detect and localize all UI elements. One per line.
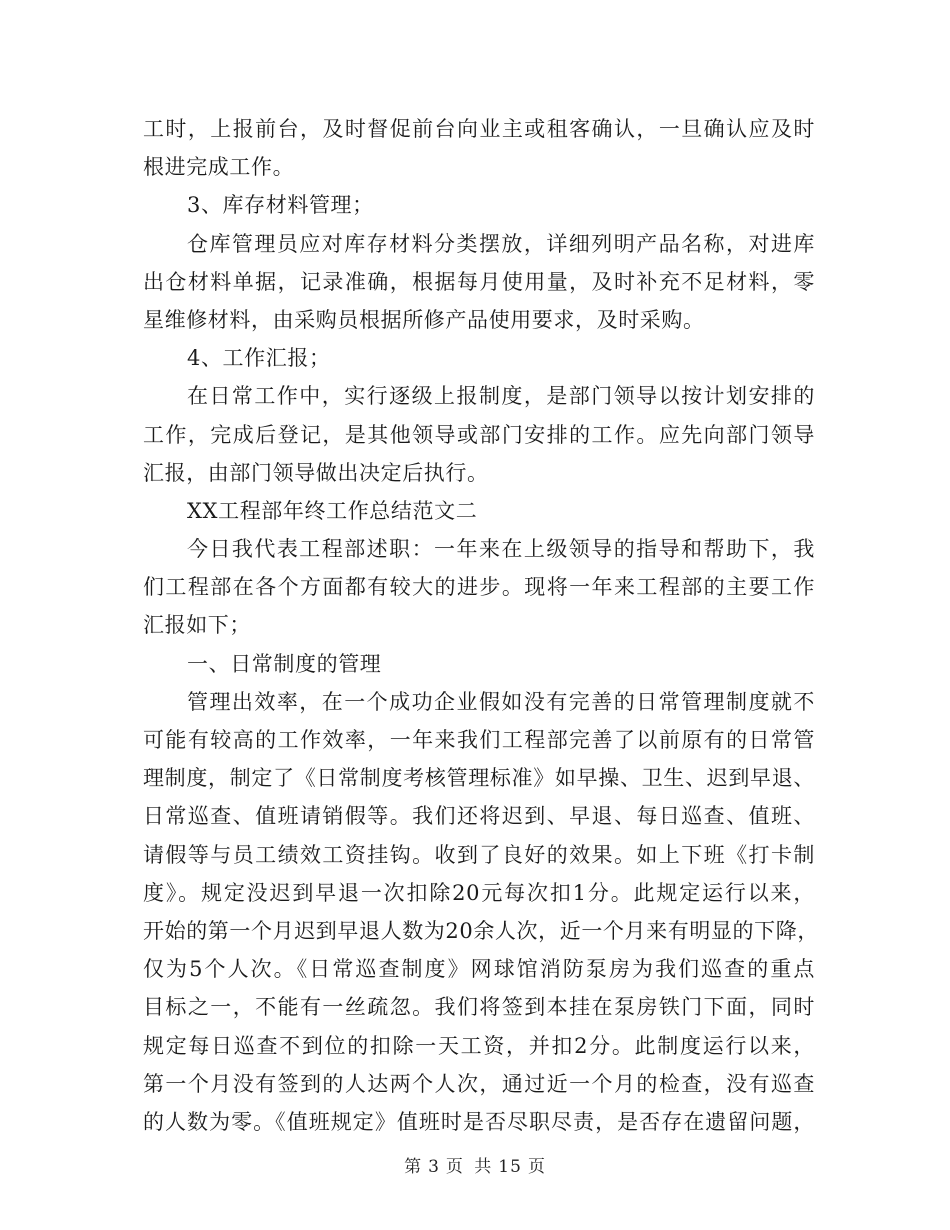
- footer-page-number: 3: [428, 1157, 440, 1177]
- text-line: 4、工作汇报；: [187, 346, 331, 371]
- footer-suffix: 页: [527, 1157, 546, 1177]
- document-body: [143, 110, 819, 1141]
- text-line: 3、库存材料管理；: [187, 193, 374, 218]
- text-line: 管理出效率，在一个成功企业假如没有完善的日常管理制度就不: [187, 689, 815, 714]
- text-line: 可能有较高的工作效率，一年来我们工程部完善了以前原有的日常管: [143, 728, 815, 752]
- footer-total-pages: 15: [498, 1157, 522, 1177]
- text-line: 工时，上报前台，及时督促前台向业主或租客确认，一旦确认应及时: [143, 117, 815, 141]
- footer-prefix: 第: [404, 1157, 423, 1177]
- text-line: 仓库管理员应对库存材料分类摆放，详细列明产品名称，对进库: [187, 231, 815, 256]
- text-line: 们工程部在各个方面都有较大的进步。现将一年来工程部的主要工作: [143, 575, 815, 600]
- text-line: XX工程部年终工作总结范文二: [187, 498, 478, 523]
- text-line: 仅为5个人次。《日常巡查制度》网球馆消防泵房为我们巡查的重点: [143, 957, 815, 982]
- text-line: 日常巡查、值班请销假等。我们还将迟到、早退、每日巡查、值班、: [143, 804, 815, 829]
- text-line: 今日我代表工程部述职：一年来在上级领导的指导和帮助下，我: [187, 537, 815, 562]
- text-line: 一、日常制度的管理: [187, 651, 382, 676]
- text-line: 度》。规定没迟到早退一次扣除20元每次扣1分。此规定运行以来，: [143, 880, 815, 905]
- text-line: 理制度，制定了《日常制度考核管理标准》如早操、卫生、迟到早退、: [143, 766, 815, 791]
- text-line: 根进完成工作。: [143, 155, 295, 180]
- text-line: 目标之一，不能有一丝疏忽。我们将签到本挂在泵房铁门下面，同时: [143, 995, 815, 1020]
- text-line: 在日常工作中，实行逐级上报制度，是部门领导以按计划安排的: [187, 384, 815, 409]
- page-footer: [0, 1152, 950, 1177]
- text-line: 汇报如下；: [143, 613, 251, 638]
- text-line: 星维修材料，由采购员根据所修产品使用要求，及时采购。: [143, 307, 705, 332]
- text-line: 出仓材料单据，记录准确，根据每月使用量，及时补充不足材料，零: [143, 269, 815, 294]
- text-line: 的人数为零。《值班规定》值班时是否尽职尽责，是否存在遗留问题，: [143, 1109, 815, 1134]
- text-line: 工作，完成后登记，是其他领导或部门安排的工作。应先向部门领导: [143, 422, 815, 447]
- text-line: 汇报，由部门领导做出决定后执行。: [143, 460, 489, 485]
- text-line: 请假等与员工绩效工资挂钩。收到了良好的效果。如上下班《打卡制: [143, 842, 815, 867]
- text-line: 规定每日巡查不到位的扣除一天工资，并扣2分。此制度运行以来，: [143, 1033, 815, 1058]
- text-line: 开始的第一个月迟到早退人数为20余人次，近一个月来有明显的下降，: [143, 918, 819, 943]
- text-line: 第一个月没有签到的人达两个人次，通过近一个月的检查，没有巡查: [143, 1071, 815, 1096]
- footer-middle: 页 共: [445, 1157, 493, 1177]
